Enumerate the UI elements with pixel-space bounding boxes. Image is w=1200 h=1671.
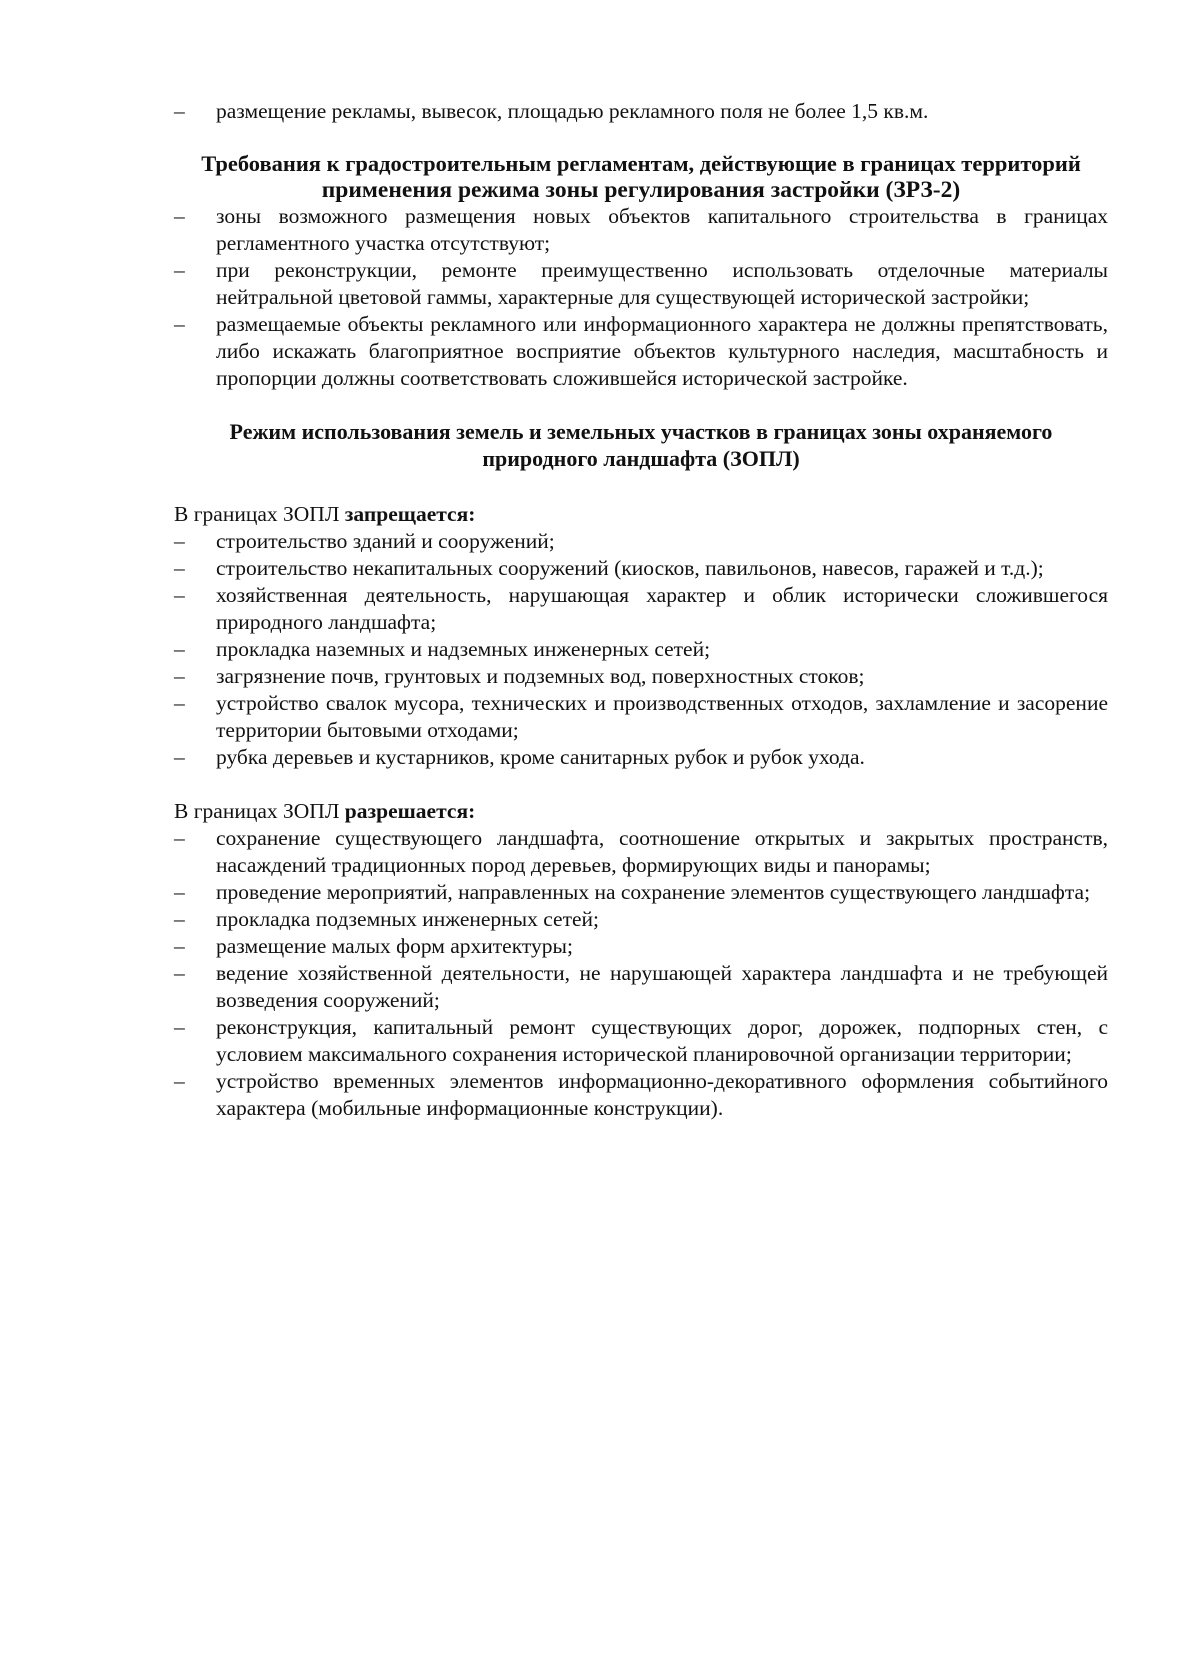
zrz-list bbox=[174, 203, 1108, 392]
list-dash: – bbox=[174, 826, 185, 850]
list-dash: – bbox=[174, 258, 185, 282]
list-item-text: прокладка наземных и надземных инженерных сетей; bbox=[216, 637, 711, 661]
allowed-list bbox=[174, 825, 1108, 1122]
list-item bbox=[174, 690, 1108, 744]
list-dash: – bbox=[174, 312, 185, 336]
list-item-text: строительство некапитальных сооружений (киосков, павильонов, навесов, гаражей и т.д.); bbox=[216, 556, 1044, 580]
list-dash: – bbox=[174, 529, 185, 553]
list-item-text: строительство зданий и сооружений; bbox=[216, 529, 555, 553]
list-item-text: зоны возможного размещения новых объектов капитального строительства в границах регламентного участка отсутствуют; bbox=[216, 204, 1108, 255]
list-item bbox=[174, 257, 1108, 311]
prohibited-intro bbox=[174, 501, 1108, 528]
list-item-text: хозяйственная деятельность, нарушающая характер и облик исторически сложившегося природного ландшафта; bbox=[216, 583, 1108, 634]
list-item-text: сохранение существующего ландшафта, соотношение открытых и закрытых пространств, насаждений традиционных пород деревьев, формирующих виды и панорамы; bbox=[216, 826, 1108, 877]
list-item-text: размещаемые объекты рекламного или информационного характера не должны препятствовать, либо искажать благоприятное восприятие объектов культурного наследия, масштабность и пропорции должны соответствовать сложившейся исторической застройке. bbox=[216, 312, 1108, 390]
allowed-intro bbox=[174, 798, 1108, 825]
list-item bbox=[174, 933, 1108, 960]
list-dash: – bbox=[174, 691, 185, 715]
prohibited-intro-text: В границах ЗОПЛ bbox=[174, 502, 345, 526]
list-item-text: прокладка подземных инженерных сетей; bbox=[216, 907, 600, 931]
list-dash: – bbox=[174, 745, 185, 769]
list-item bbox=[174, 960, 1108, 1014]
list-item bbox=[174, 203, 1108, 257]
list-item bbox=[174, 555, 1108, 582]
list-dash: – bbox=[174, 637, 185, 661]
allowed-intro-text: В границах ЗОПЛ bbox=[174, 799, 345, 823]
list-item-text: устройство временных элементов информационно-декоративного оформления событийного характера (мобильные информационные конструкции). bbox=[216, 1069, 1108, 1120]
list-item-text: проведение мероприятий, направленных на сохранение элементов существующего ландшафта; bbox=[216, 880, 1091, 904]
list-item-text: загрязнение почв, грунтовых и подземных вод, поверхностных стоков; bbox=[216, 664, 865, 688]
list-item bbox=[174, 879, 1108, 906]
list-item bbox=[174, 825, 1108, 879]
list-item bbox=[174, 744, 1108, 771]
list-dash: – bbox=[174, 664, 185, 688]
list-item-text: ведение хозяйственной деятельности, не нарушающей характера ландшафта и не требующей возведения сооружений; bbox=[216, 961, 1108, 1012]
list-item bbox=[174, 1068, 1108, 1122]
heading-zrz-line2: применения режима зоны регулирования застройки (ЗРЗ-2) bbox=[321, 177, 961, 203]
list-dash: – bbox=[174, 583, 185, 607]
heading-zopl-line2: природного ландшафта (ЗОПЛ) bbox=[482, 446, 800, 471]
list-item-text: устройство свалок мусора, технических и производственных отходов, захламление и засорение территории бытовыми отходами; bbox=[216, 691, 1108, 742]
list-dash: – bbox=[174, 204, 185, 228]
list-dash: – bbox=[174, 99, 185, 123]
list-dash: – bbox=[174, 934, 185, 958]
heading-zopl bbox=[198, 418, 1084, 472]
list-item bbox=[174, 663, 1108, 690]
list-item bbox=[174, 582, 1108, 636]
list-dash: – bbox=[174, 1015, 185, 1039]
list-item-text: реконструкция, капитальный ремонт существующих дорог, дорожек, подпорных стен, с условием максимального сохранения исторической планировочной организации территории; bbox=[216, 1015, 1108, 1066]
list-item-advertising bbox=[174, 98, 1108, 125]
list-dash: – bbox=[174, 880, 185, 904]
list-item-text: размещение малых форм архитектуры; bbox=[216, 934, 573, 958]
prohibited-list bbox=[174, 528, 1108, 771]
list-item bbox=[174, 636, 1108, 663]
heading-zrz bbox=[168, 151, 1114, 203]
list-dash: – bbox=[174, 961, 185, 985]
list-item bbox=[174, 1014, 1108, 1068]
prohibited-intro-keyword: запрещается: bbox=[344, 502, 476, 526]
list-item-text: размещение рекламы, вывесок, площадью рекламного поля не более 1,5 кв.м. bbox=[216, 99, 929, 123]
heading-zopl-line1: Режим использования земель и земельных участков в границах зоны охраняемого bbox=[229, 419, 1053, 444]
list-dash: – bbox=[174, 556, 185, 580]
document-content bbox=[174, 98, 1108, 1122]
list-item-text: рубка деревьев и кустарников, кроме санитарных рубок и рубок ухода. bbox=[216, 745, 865, 769]
list-item bbox=[174, 528, 1108, 555]
list-item bbox=[174, 311, 1108, 392]
allowed-intro-keyword: разрешается: bbox=[344, 799, 476, 823]
list-item-text: при реконструкции, ремонте преимущественно использовать отделочные материалы нейтральной цветовой гаммы, характерные для существующей исторической застройки; bbox=[216, 258, 1108, 309]
list-dash: – bbox=[174, 1069, 185, 1093]
list-dash: – bbox=[174, 907, 185, 931]
heading-zrz-line1: Требования к градостроительным регламентам, действующие в границах территорий bbox=[201, 151, 1081, 176]
list-item bbox=[174, 906, 1108, 933]
